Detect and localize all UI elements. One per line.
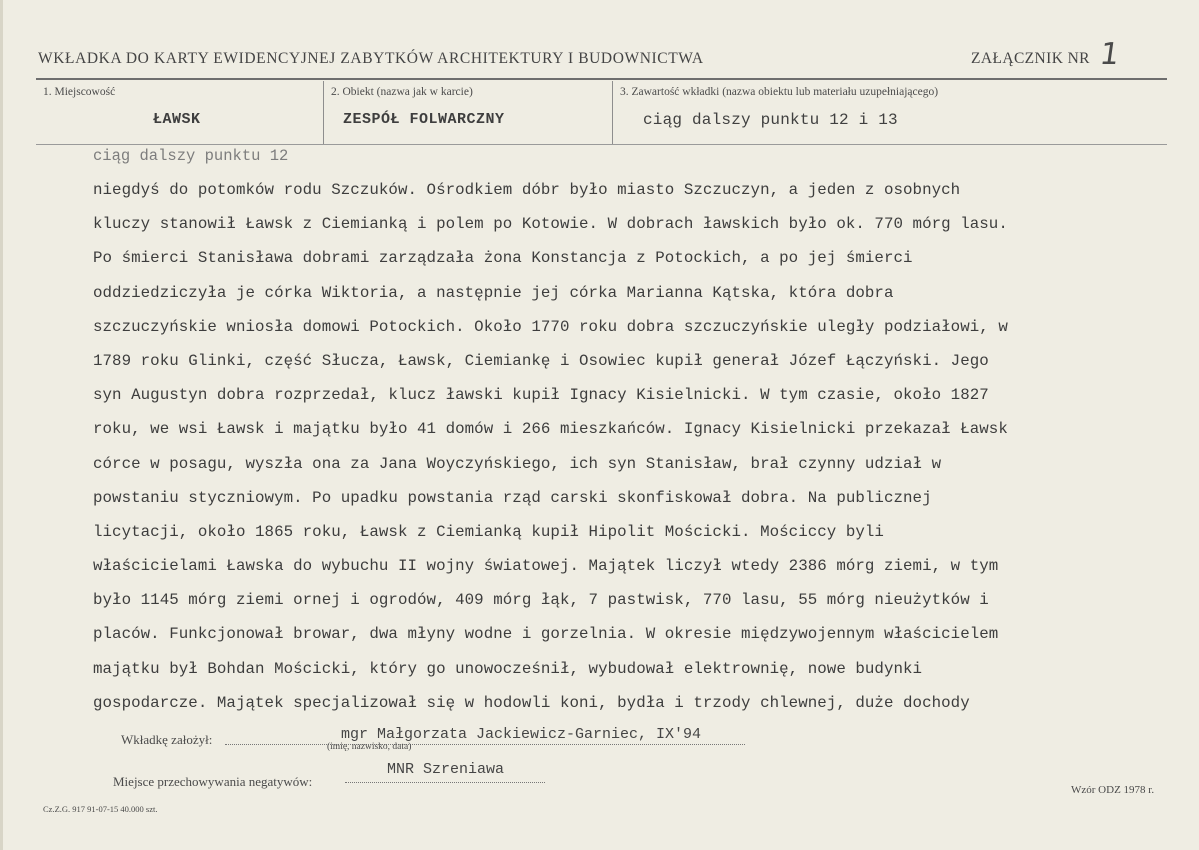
author-label: Wkładkę założył: [121,732,213,747]
attachment-number-block [971,37,1122,72]
form-title: WKŁADKA DO KARTY EWIDENCYJNEJ ZABYTKÓW ARCHITEKTURY I BUDOWNICTWA [38,50,704,67]
text-line: roku, we wsi Ławsk i majątku było 41 domów i 266 mieszkańców. Ignacy Kisielnicki przekazał Ławsk [93,420,1008,439]
header-bottom-rule [36,144,1167,145]
locality-value: ŁAWSK [153,111,201,128]
storage-value: MNR Szreniawa [387,761,505,778]
text-line: powstaniu styczniowym. Po upadku powstania rząd carski skonfiskował dobra. Na publicznej [93,488,932,507]
field-divider-2 [612,81,613,144]
author-value: mgr Małgorzata Jackiewicz-Garniec, IX'94 [341,726,702,743]
locality-label: 1. Miejscowość [43,86,116,98]
text-line: Po śmierci Stanisława dobrami zarządzała żona Konstancja z Potockich, a po jej śmierci [93,249,913,268]
object-label: 2. Obiekt (nazwa jak w karcie) [331,86,473,98]
text-line: syn Augustyn dobra rozprzedał, klucz ławski kupił Ignacy Kisielnicki. W tym czasie, około 1827 [93,386,989,405]
text-line: licytacji, około 1865 roku, Ławsk z Ciemianką kupił Hipolit Mościcki. Mościccy byli [93,522,884,541]
text-line: właścicielami Ławska do wybuchu II wojny światowej. Majątek liczył wtedy 2386 mórg ziemi, w tym [93,557,999,576]
text-line: majątku był Bohdan Mościcki, który go unowocześnił, wybudował elektrownię, nowe budynki [93,659,923,678]
content-label: 3. Zawartość wkładki (nazwa obiektu lub materiału uzupełniającego) [620,86,939,98]
author-dotted-line [225,744,745,745]
text-line: było 1145 mórg ziemi ornej i ogrodów, 409 mórg łąk, 7 pastwisk, 770 lasu, 55 mórg nieużytków i [93,591,989,610]
text-line: córce w posagu, wyszła ona za Jana Woyczyńskiego, ich syn Stanisław, brał czynny udział w [93,454,942,473]
text-line: kluczy stanowił Ławsk z Ciemianką i polem po Kotowie. W dobrach ławskich było ok. 770 mórg lasu. [93,215,1008,234]
object-value: ZESPÓŁ FOLWARCZNY [343,111,505,128]
text-line: szczuczyńskie wniosła domowi Potockich. Około 1770 roku dobra szczuczyńskie uległy podziałowi, w [93,317,1008,336]
continuation-note: ciąg dalszy punktu 12 [93,147,289,165]
field-divider-1 [323,81,324,144]
print-info: Cz.Z.G. 917 91-07-15 40.000 szt. [43,804,158,814]
typed-text-body [93,176,1103,723]
attachment-number: 1 [1097,37,1122,72]
attachment-label: ZAŁĄCZNIK NR [971,50,1090,67]
form-model: Wzór ODZ 1978 r. [1071,784,1155,796]
storage-dotted-line [345,782,545,783]
content-value: ciąg dalszy punktu 12 i 13 [643,111,898,129]
author-hint: (imię, nazwisko, data) [327,742,412,752]
storage-label: Miejsce przechowywania negatywów: [113,774,313,789]
text-line: 1789 roku Glinki, część Słucza, Ławsk, Ciemiankę i Osowiec kupił generał Józef Łączyński. Jego [93,351,989,370]
text-line: niegdyś do potomków rodu Szczuków. Ośrodkiem dóbr było miasto Szczuczyn, a jeden z osobnych [93,181,961,199]
text-line: gospodarcze. Majątek specjalizował się w hodowli koni, bydła i trzody chlewnej, duże dochody [93,693,970,712]
header-top-rule [36,78,1167,80]
text-line: placów. Funkcjonował browar, dwa młyny wodne i gorzelnia. W okresie międzywojennym właścicielem [93,625,999,644]
text-line: oddziedziczyła je córka Wiktoria, a następnie jej córka Marianna Kątska, która dobra [93,283,894,302]
